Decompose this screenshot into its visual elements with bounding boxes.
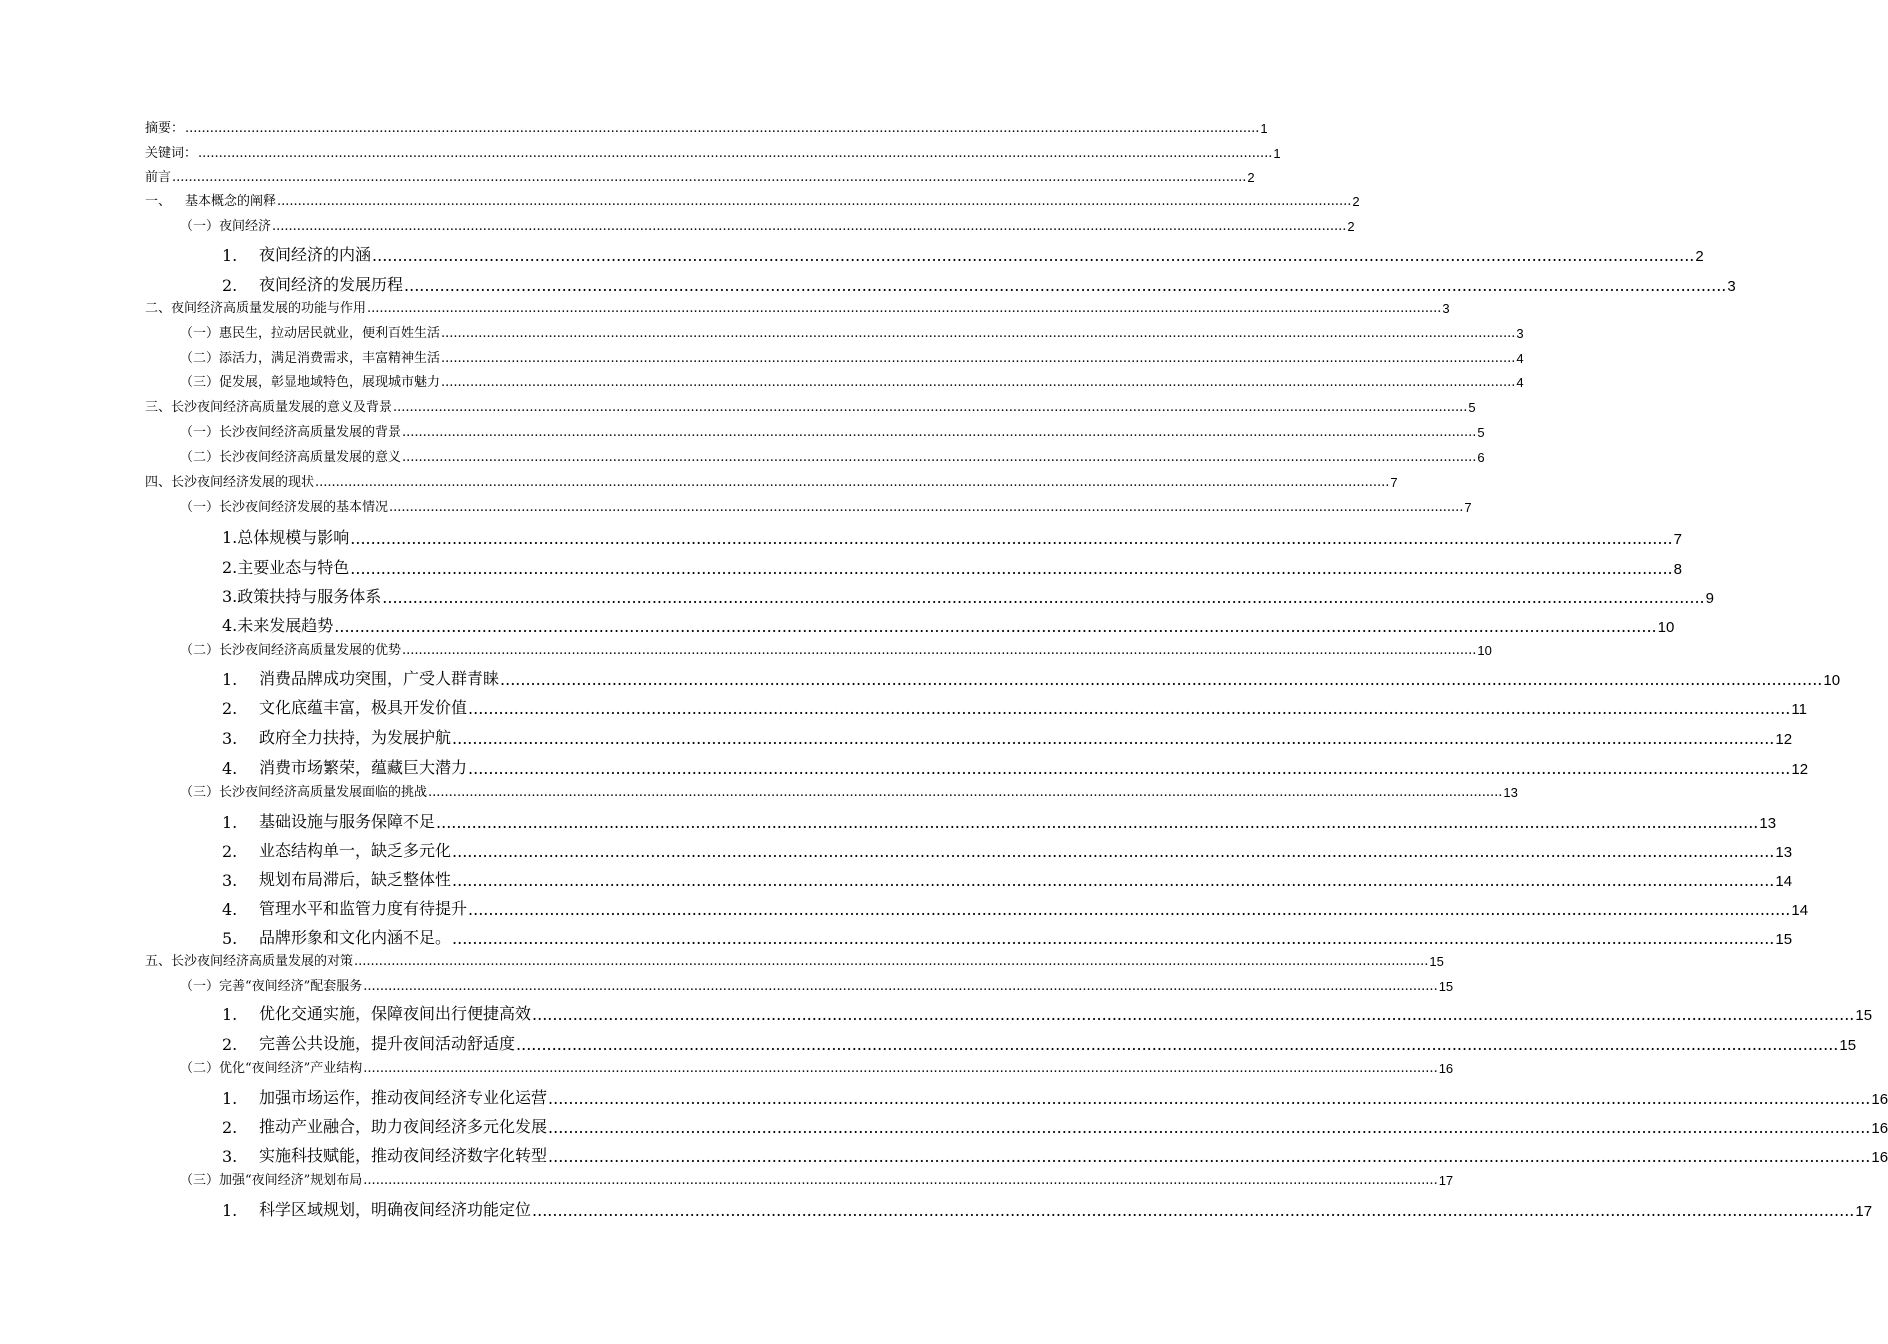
toc-dot-leader: ....................................................................................................................................................................................................................................................................	[354, 954, 1429, 969]
toc-entry-page-number: 16	[1871, 1149, 1888, 1166]
toc-entry-page-number: 16	[1438, 1061, 1454, 1076]
toc-entry-number: 2.	[222, 699, 238, 718]
toc-entry-page-number: 10	[1657, 619, 1675, 636]
toc-dot-leader: ....................................................................................................................................................................................................................................................................	[402, 450, 1477, 465]
toc-entry[interactable]	[222, 585, 1714, 607]
toc-entry-number: 4.	[222, 759, 238, 778]
toc-entry[interactable]	[145, 118, 1268, 136]
toc-entry[interactable]	[222, 1115, 1888, 1137]
toc-entry-title: （二）长沙夜间经济高质量发展的优势	[180, 643, 402, 658]
toc-entry-title: 夜间经济的发展历程	[259, 275, 404, 294]
toc-entry[interactable]	[222, 868, 1793, 890]
toc-dot-leader: ....................................................................................................................................................................................................................................................................	[277, 194, 1352, 209]
toc-entry[interactable]	[222, 726, 1793, 748]
toc-entry-page-number: 15	[1839, 1037, 1857, 1054]
toc-entry-title: 科学区域规划，明确夜间经济功能定位	[259, 1200, 532, 1219]
toc-entry-title: 基本概念的阐释	[185, 194, 277, 209]
toc-dot-leader: ....................................................................................................................................................................................................................................................................	[452, 871, 1775, 890]
toc-entry-title: 五、长沙夜间经济高质量发展的对策	[145, 954, 354, 969]
toc-entry-title: （三）加强“夜间经济”规划布局	[180, 1173, 363, 1188]
toc-entry-title: 4.未来发展趋势	[222, 616, 334, 635]
toc-entry-title: 规划布局滞后，缺乏整体性	[259, 870, 452, 889]
toc-entry-title: 推动产业融合，助力夜间经济多元化发展	[259, 1117, 548, 1136]
toc-entry-page-number: 17	[1438, 1173, 1454, 1188]
toc-entry[interactable]	[180, 1170, 1454, 1188]
toc-entry-number: 2.	[222, 276, 238, 295]
toc-entry-title: 三、长沙夜间经济高质量发展的意义及背景	[145, 400, 393, 415]
toc-dot-leader: ....................................................................................................................................................................................................................................................................	[367, 301, 1442, 316]
toc-entry-number: 1.	[222, 246, 238, 265]
toc-entry-number: 3.	[222, 729, 238, 748]
toc-entry-page-number: 4	[1516, 375, 1524, 390]
toc-dot-leader: ....................................................................................................................................................................................................................................................................	[441, 351, 1516, 366]
toc-entry[interactable]	[222, 810, 1777, 832]
toc-entry-page-number: 3	[1442, 301, 1450, 316]
toc-entry[interactable]	[222, 667, 1841, 689]
toc-entry-title: 二、夜间经济高质量发展的功能与作用	[145, 301, 367, 316]
toc-entry[interactable]	[180, 782, 1518, 800]
toc-entry-page-number: 6	[1477, 450, 1485, 465]
toc-dot-leader: ....................................................................................................................................................................................................................................................................	[272, 219, 1347, 234]
toc-entry-title: 四、长沙夜间经济发展的现状	[145, 475, 315, 490]
toc-entry-title: 夜间经济的内涵	[259, 245, 372, 264]
toc-entry-page-number: 2	[1347, 219, 1355, 234]
toc-dot-leader: ....................................................................................................................................................................................................................................................................	[402, 425, 1477, 440]
toc-entry-title: 2.主要业态与特色	[222, 558, 350, 577]
toc-entry-page-number: 2	[1695, 248, 1704, 265]
toc-dot-leader: ....................................................................................................................................................................................................................................................................	[428, 785, 1503, 800]
toc-entry-page-number: 7	[1673, 531, 1682, 548]
toc-entry[interactable]	[145, 167, 1255, 185]
toc-entry[interactable]	[180, 348, 1524, 366]
toc-entry[interactable]	[222, 1086, 1888, 1108]
toc-entry-title: （一）长沙夜间经济高质量发展的背景	[180, 425, 402, 440]
toc-entry[interactable]	[222, 1002, 1873, 1024]
toc-entry-title: 1.总体规模与影响	[222, 528, 350, 547]
toc-entry[interactable]	[180, 447, 1485, 465]
toc-entry-page-number: 12	[1775, 731, 1793, 748]
toc-dot-leader: ....................................................................................................................................................................................................................................................................	[441, 326, 1516, 341]
toc-entry-title: （一）惠民生，拉动居民就业，便利百姓生活	[180, 326, 441, 341]
toc-dot-leader: ....................................................................................................................................................................................................................................................................	[350, 529, 1673, 548]
toc-entry-number: 1.	[222, 1089, 238, 1108]
toc-entry-page-number: 3	[1727, 278, 1736, 295]
toc-dot-leader: ....................................................................................................................................................................................................................................................................	[185, 121, 1260, 136]
toc-entry-title: 加强市场运作，推动夜间经济专业化运营	[259, 1088, 548, 1107]
toc-entry-title: （二）优化“夜间经济”产业结构	[180, 1061, 363, 1076]
toc-dot-leader: ....................................................................................................................................................................................................................................................................	[468, 759, 1791, 778]
toc-dot-leader: ....................................................................................................................................................................................................................................................................	[532, 1005, 1855, 1024]
toc-entry[interactable]	[222, 1032, 1857, 1054]
toc-entry[interactable]	[180, 497, 1472, 515]
toc-entry[interactable]	[180, 640, 1492, 658]
toc-dot-leader: ....................................................................................................................................................................................................................................................................	[436, 813, 1759, 832]
toc-dot-leader: ....................................................................................................................................................................................................................................................................	[389, 500, 1464, 515]
toc-dot-leader: ....................................................................................................................................................................................................................................................................	[452, 729, 1775, 748]
toc-entry-page-number: 15	[1429, 954, 1444, 969]
toc-dot-leader: ....................................................................................................................................................................................................................................................................	[393, 400, 1468, 415]
toc-entry[interactable]	[222, 273, 1736, 295]
toc-dot-leader: ....................................................................................................................................................................................................................................................................	[500, 670, 1823, 689]
toc-entry[interactable]	[145, 191, 1360, 209]
toc-entry[interactable]	[180, 422, 1485, 440]
toc-entry-page-number: 13	[1503, 785, 1518, 800]
toc-dot-leader: ....................................................................................................................................................................................................................................................................	[372, 246, 1695, 265]
toc-entry-page-number: 11	[1791, 701, 1807, 718]
toc-entry-title: 3.政策扶持与服务体系	[222, 587, 382, 606]
toc-entry-title: 管理水平和监管力度有待提升	[259, 899, 468, 918]
toc-entry-page-number: 8	[1673, 561, 1682, 578]
toc-entry-number: 1.	[222, 1201, 238, 1220]
toc-entry-title: （三）促发展，彰显地域特色，展现城市魅力	[180, 375, 441, 390]
toc-dot-leader: ....................................................................................................................................................................................................................................................................	[548, 1089, 1871, 1108]
toc-entry-title: 消费品牌成功突围，广受人群青睐	[259, 669, 500, 688]
toc-entry[interactable]	[222, 1198, 1873, 1220]
toc-entry-page-number: 5	[1468, 400, 1476, 415]
toc-dot-leader: ....................................................................................................................................................................................................................................................................	[402, 643, 1477, 658]
toc-entry[interactable]	[180, 323, 1524, 341]
toc-entry[interactable]	[145, 397, 1476, 415]
toc-entry[interactable]	[180, 372, 1524, 390]
toc-entry-page-number: 2	[1247, 170, 1255, 185]
toc-entry[interactable]	[180, 216, 1355, 234]
toc-entry-page-number: 12	[1791, 761, 1809, 778]
toc-dot-leader: ....................................................................................................................................................................................................................................................................	[532, 1201, 1855, 1220]
toc-entry-title: 关键词：	[145, 146, 198, 161]
toc-entry-page-number: 17	[1855, 1203, 1873, 1220]
toc-entry-number: 1.	[222, 670, 238, 689]
toc-dot-leader: ....................................................................................................................................................................................................................................................................	[548, 1147, 1871, 1166]
toc-entry[interactable]	[180, 976, 1454, 994]
toc-entry[interactable]	[222, 556, 1682, 578]
toc-entry-page-number: 15	[1775, 931, 1793, 948]
toc-dot-leader: ....................................................................................................................................................................................................................................................................	[452, 929, 1775, 948]
toc-dot-leader: ....................................................................................................................................................................................................................................................................	[315, 475, 1390, 490]
toc-dot-leader: ....................................................................................................................................................................................................................................................................	[334, 617, 1657, 636]
toc-entry-title: 业态结构单一，缺乏多元化	[259, 841, 452, 860]
toc-entry-page-number: 15	[1438, 979, 1454, 994]
toc-dot-leader: ....................................................................................................................................................................................................................................................................	[363, 979, 1438, 994]
toc-dot-leader: ....................................................................................................................................................................................................................................................................	[468, 900, 1791, 919]
toc-entry-title: 优化交通实施，保障夜间出行便捷高效	[259, 1004, 532, 1023]
toc-dot-leader: ....................................................................................................................................................................................................................................................................	[363, 1173, 1438, 1188]
toc-entry-page-number: 1	[1260, 121, 1268, 136]
toc-entry-page-number: 7	[1464, 500, 1472, 515]
toc-dot-leader: ....................................................................................................................................................................................................................................................................	[382, 588, 1705, 607]
toc-entry[interactable]	[222, 614, 1675, 636]
toc-dot-leader: ....................................................................................................................................................................................................................................................................	[363, 1061, 1438, 1076]
toc-dot-leader: ....................................................................................................................................................................................................................................................................	[516, 1035, 1839, 1054]
toc-entry-page-number: 16	[1871, 1091, 1888, 1108]
toc-entry-title: 消费市场繁荣，蕴藏巨大潜力	[259, 758, 468, 777]
toc-entry-page-number: 10	[1823, 672, 1841, 689]
toc-entry-page-number: 14	[1791, 902, 1809, 919]
toc-entry[interactable]	[222, 243, 1704, 265]
toc-entry-page-number: 2	[1352, 194, 1360, 209]
toc-entry-page-number: 3	[1516, 326, 1524, 341]
toc-entry-number: 3.	[222, 871, 238, 890]
toc-dot-leader: ....................................................................................................................................................................................................................................................................	[172, 170, 1247, 185]
toc-entry-title: （一）完善“夜间经济”配套服务	[180, 979, 363, 994]
toc-entry[interactable]	[145, 472, 1398, 490]
toc-dot-leader: ....................................................................................................................................................................................................................................................................	[404, 276, 1727, 295]
toc-entry[interactable]	[222, 897, 1809, 919]
toc-entry-number: 1.	[222, 813, 238, 832]
toc-entry[interactable]	[222, 696, 1807, 718]
toc-entry-page-number: 7	[1390, 475, 1398, 490]
toc-entry-number: 3.	[222, 1147, 238, 1166]
toc-entry-title: （一）长沙夜间经济发展的基本情况	[180, 500, 389, 515]
toc-entry-page-number: 1	[1273, 146, 1281, 161]
toc-entry-title: 前言	[145, 170, 172, 185]
toc-dot-leader: ....................................................................................................................................................................................................................................................................	[468, 699, 1791, 718]
toc-entry[interactable]	[145, 298, 1450, 316]
toc-entry-title: 文化底蕴丰富，极具开发价值	[259, 698, 468, 717]
toc-entry[interactable]	[222, 839, 1793, 861]
toc-entry-title: （二）长沙夜间经济高质量发展的意义	[180, 450, 402, 465]
toc-entry-number: 2.	[222, 1118, 238, 1137]
toc-entry-number: 1.	[222, 1005, 238, 1024]
toc-entry[interactable]	[222, 1144, 1888, 1166]
toc-entry-title: 政府全力扶持，为发展护航	[259, 728, 452, 747]
toc-entry[interactable]	[222, 756, 1809, 778]
toc-entry-page-number: 16	[1871, 1120, 1888, 1137]
toc-dot-leader: ....................................................................................................................................................................................................................................................................	[441, 375, 1516, 390]
toc-entry-number: 4.	[222, 900, 238, 919]
toc-entry-number: 2.	[222, 1035, 238, 1054]
toc-entry[interactable]	[222, 526, 1682, 548]
toc-entry[interactable]	[145, 951, 1444, 969]
toc-entry-page-number: 5	[1477, 425, 1485, 440]
toc-dot-leader: ....................................................................................................................................................................................................................................................................	[548, 1118, 1871, 1137]
toc-entry-title: 基础设施与服务保障不足	[259, 812, 436, 831]
toc-entry-title: （三）长沙夜间经济高质量发展面临的挑战	[180, 785, 428, 800]
toc-entry-title: 完善公共设施，提升夜间活动舒适度	[259, 1034, 516, 1053]
toc-dot-leader: ....................................................................................................................................................................................................................................................................	[350, 559, 1673, 578]
toc-entry-page-number: 4	[1516, 351, 1524, 366]
toc-entry-title: 品牌形象和文化内涵不足。	[259, 928, 452, 947]
toc-dot-leader: ....................................................................................................................................................................................................................................................................	[198, 146, 1273, 161]
toc-entry-page-number: 10	[1477, 643, 1492, 658]
toc-entry-number: 2.	[222, 842, 238, 861]
toc-entry[interactable]	[145, 143, 1281, 161]
toc-entry-title: 摘要：	[145, 121, 185, 136]
toc-entry[interactable]	[180, 1058, 1454, 1076]
toc-entry-page-number: 9	[1705, 590, 1714, 607]
toc-entry[interactable]	[222, 926, 1793, 948]
toc-entry-title: （二）添活力，满足消费需求，丰富精神生活	[180, 351, 441, 366]
toc-entry-page-number: 14	[1775, 873, 1793, 890]
toc-entry-number: 一、	[145, 194, 172, 209]
toc-entry-page-number: 13	[1759, 815, 1777, 832]
toc-dot-leader: ....................................................................................................................................................................................................................................................................	[452, 842, 1775, 861]
toc-entry-title: 实施科技赋能，推动夜间经济数字化转型	[259, 1146, 548, 1165]
toc-entry-page-number: 13	[1775, 844, 1793, 861]
toc-entry-title: （一）夜间经济	[180, 219, 272, 234]
toc-entry-number: 5.	[222, 929, 238, 948]
toc-entry-page-number: 15	[1855, 1007, 1873, 1024]
